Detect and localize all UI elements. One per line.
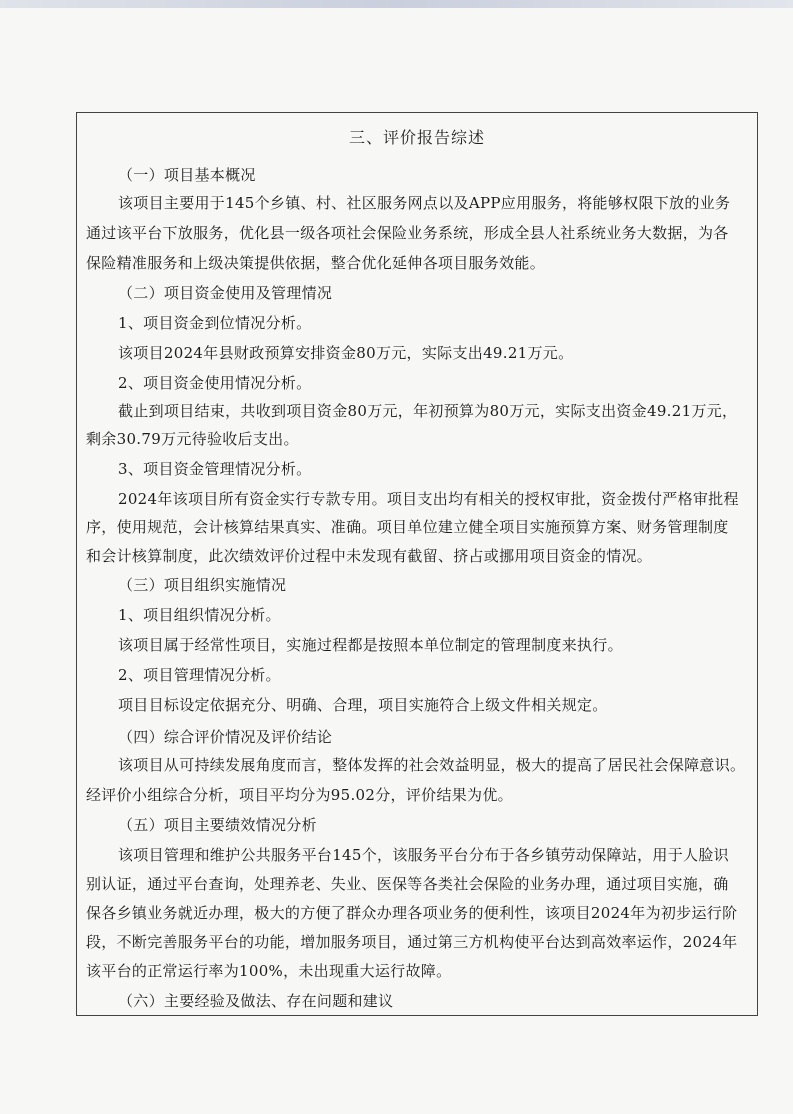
section-heading-3: （三）项目组织实施情况 <box>118 576 287 594</box>
paragraph-line: 该项目从可持续发展角度而言，整体发挥的社会效益明显，极大的提高了居民社会保障意识。 <box>118 756 746 774</box>
section-heading-4: （四）综合评价情况及评价结论 <box>118 728 333 746</box>
paragraph-line: 该项目属于经常性项目，实施过程都是按照本单位制定的管理制度来执行。 <box>118 636 623 654</box>
paragraph-line: 项目目标设定依据充分、明确、合理，项目实施符合上级文件相关规定。 <box>118 696 608 714</box>
paragraph-line: 经评价小组综合分析，项目平均分为95.02分，评价结果为优。 <box>86 786 513 804</box>
paragraph-line: 剩余30.79万元待验收后支出。 <box>86 430 299 448</box>
paragraph-line: 别认证，通过平台查询，处理养老、失业、医保等各类社会保险的业务办理，通过项目实施，确 <box>86 875 729 893</box>
paragraph-line: 该项目管理和维护公共服务平台145个，该服务平台分布于各乡镇劳动保障站，用于人脸识 <box>118 846 729 864</box>
paragraph-line: 保各乡镇业务就近办理，极大的方便了群众办理各项业务的便利性，该项目2024年为初步运行阶 <box>86 904 738 922</box>
section-heading-1: （一）项目基本概况 <box>118 166 256 184</box>
page-title: 三、评价报告综述 <box>348 128 485 147</box>
paragraph-line: 截止到项目结束，共收到项目资金80万元，年初预算为80万元，实际支出资金49.21万元， <box>118 402 738 420</box>
subheading: 2、项目管理情况分析。 <box>118 666 281 684</box>
section-heading-2: （二）项目资金使用及管理情况 <box>118 284 333 302</box>
section-heading-6: （六）主要经验及做法、存在问题和建议 <box>118 992 394 1010</box>
subheading: 1、项目资金到位情况分析。 <box>118 314 312 332</box>
section-heading-5: （五）项目主要绩效情况分析 <box>118 816 317 834</box>
subheading: 3、项目资金管理情况分析。 <box>118 460 312 478</box>
paragraph-line: 保险精准服务和上级决策提供依据，整合优化延伸各项目服务效能。 <box>86 254 546 272</box>
paragraph-line: 该平台的正常运行率为100%，未出现重大运行故障。 <box>86 962 452 980</box>
paragraph-line: 该项目主要用于145个乡镇、村、社区服务网点以及APP应用服务，将能够权限下放的业务 <box>118 194 731 212</box>
scan-top-edge <box>0 0 793 8</box>
paragraph-line: 通过该平台下放服务，优化县一级各项社会保险业务系统，形成全县人社系统业务大数据，为各 <box>86 224 729 242</box>
paragraph-line: 该项目2024年县财政预算安排资金80万元，实际支出49.21万元。 <box>118 344 574 362</box>
paragraph-line: 段，不断完善服务平台的功能，增加服务项目，通过第三方机构使平台达到高效率运作，2024年 <box>86 933 738 951</box>
paragraph-line: 和会计核算制度，此次绩效评价过程中未发现有截留、挤占或挪用项目资金的情况。 <box>86 547 653 565</box>
paragraph-line: 序，使用规范，会计核算结果真实、准确。项目单位建立健全项目实施预算方案、财务管理制度 <box>86 518 729 536</box>
subheading: 2、项目资金使用情况分析。 <box>118 374 312 392</box>
paragraph-line: 2024年该项目所有资金实行专款专用。项目支出均有相关的授权审批，资金拨付严格审批程 <box>118 490 739 508</box>
subheading: 1、项目组织情况分析。 <box>118 606 281 624</box>
